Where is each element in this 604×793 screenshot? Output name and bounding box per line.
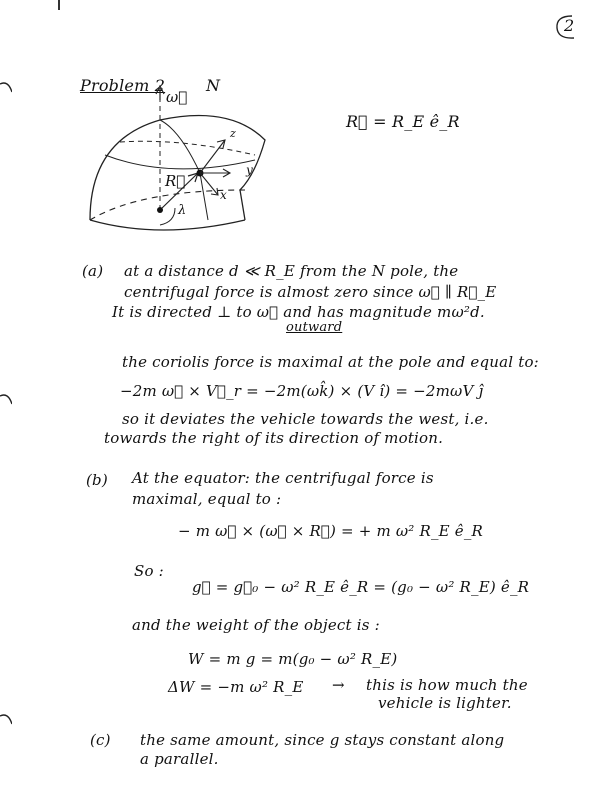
g-equation: g⃗ = g⃗₀ − ω² R_E ê_R = (g₀ − ω² R_E) ê_R <box>192 578 530 596</box>
coriolis-conclusion: towards the right of its direction of motion. <box>104 429 444 447</box>
coriolis-intro: the coriolis force is maximal at the pole and equal to: <box>122 353 539 371</box>
part-c-line: a parallel. <box>140 750 219 768</box>
part-b-label: (b) <box>86 471 108 489</box>
weight-intro: and the weight of the object is : <box>132 616 380 634</box>
part-c-label: (c) <box>90 731 111 749</box>
binder-mark <box>0 78 12 98</box>
so-label: So : <box>134 562 164 580</box>
binder-mark <box>0 390 12 410</box>
r-definition: R⃗ = R_E ê_R <box>346 112 460 131</box>
axis-x-label: x <box>220 188 227 202</box>
page-number-circle <box>552 12 582 42</box>
outward-annotation: outward <box>286 320 343 335</box>
omega-label: ω⃗ <box>166 88 188 106</box>
margin-tick <box>58 0 60 10</box>
r-vector-label: R⃗ <box>165 172 186 190</box>
coriolis-equation: −2m ω⃗ × V⃗_r = −2m(ωk̂) × (V î) = −2mωV ĵ <box>120 382 484 400</box>
axis-z-label: z <box>230 127 236 140</box>
part-c-line: the same amount, since g stays constant along <box>140 731 505 749</box>
weight-equation: W = m g = m(g₀ − ω² R_E) <box>188 650 398 668</box>
part-b-line: maximal, equal to : <box>132 490 282 508</box>
delta-note: this is how much the <box>366 676 528 694</box>
delta-weight-equation: ΔW = −m ω² R_E <box>168 678 304 696</box>
delta-note: vehicle is lighter. <box>378 694 512 712</box>
problem-title: Problem 2 <box>80 76 166 95</box>
part-a-line: It is directed ⊥ to ω⃗ and has magnitude mω²d. <box>112 303 485 321</box>
part-a-line: at a distance d ≪ R_E from the N pole, the <box>124 262 459 280</box>
centrifugal-equation: − m ω⃗ × (ω⃗ × R⃗) = + m ω² R_E ê_R <box>178 522 484 540</box>
coriolis-conclusion: so it deviates the vehicle towards the west, i.e. <box>122 410 489 428</box>
arrow: → <box>332 676 345 694</box>
north-label: N <box>206 76 221 95</box>
part-b-line: At the equator: the centrifugal force is <box>132 469 434 487</box>
page-number: 2 <box>564 16 575 35</box>
axis-y-label: y <box>246 163 253 177</box>
part-a-line: centrifugal force is almost zero since ω⃗ ∥ R⃗_E <box>124 283 497 301</box>
part-a-label: (a) <box>82 262 104 280</box>
angle-label: λ <box>178 203 187 218</box>
binder-mark <box>0 710 12 730</box>
